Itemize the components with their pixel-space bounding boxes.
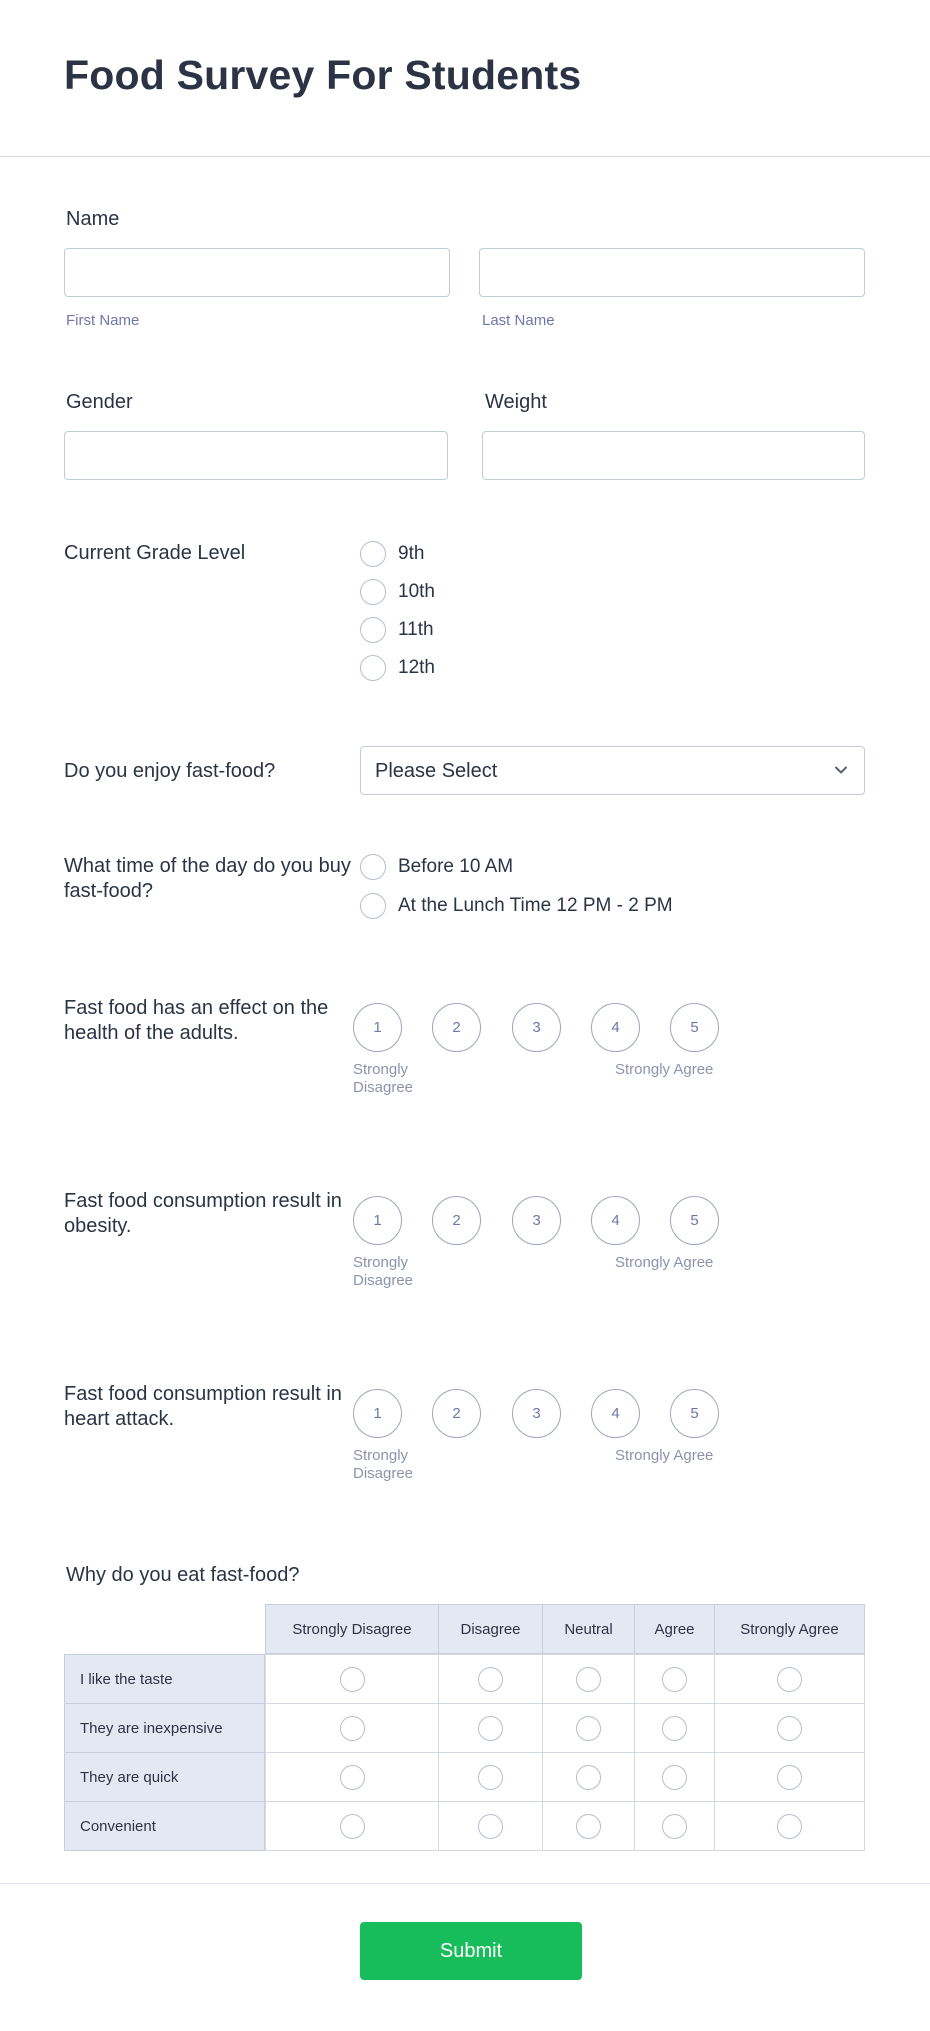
buy-time-option-before-10[interactable] xyxy=(360,854,513,880)
scale-option-1[interactable]: 1 xyxy=(353,1196,402,1245)
radio-button[interactable] xyxy=(360,655,386,681)
scale-max-label: Strongly Agree xyxy=(615,1061,714,1078)
gender-label: Gender xyxy=(66,391,133,413)
weight-label: Weight xyxy=(485,391,547,413)
scale-option-3[interactable]: 3 xyxy=(512,1389,561,1438)
radio-button[interactable] xyxy=(360,617,386,643)
radio-button[interactable] xyxy=(360,579,386,605)
matrix-cell xyxy=(634,1752,715,1802)
radio-button[interactable] xyxy=(662,1667,687,1692)
radio-button[interactable] xyxy=(340,1667,365,1692)
matrix-cell xyxy=(438,1703,543,1753)
matrix-cell xyxy=(542,1703,635,1753)
scale-option-2[interactable]: 2 xyxy=(432,1003,481,1052)
matrix-cell xyxy=(714,1752,865,1802)
weight-input[interactable] xyxy=(482,431,865,480)
radio-button[interactable] xyxy=(340,1814,365,1839)
scale-option-2[interactable]: 2 xyxy=(432,1389,481,1438)
radio-button[interactable] xyxy=(777,1814,802,1839)
chevron-down-icon xyxy=(834,763,848,777)
radio-button[interactable] xyxy=(777,1667,802,1692)
matrix-cell xyxy=(634,1703,715,1753)
footer-divider xyxy=(0,1883,930,1884)
radio-button[interactable] xyxy=(662,1765,687,1790)
radio-button[interactable] xyxy=(360,893,386,919)
gender-input[interactable] xyxy=(64,431,448,480)
scale-option-5[interactable]: 5 xyxy=(670,1389,719,1438)
scale-question-obesity: Fast food consumption result in obesity. xyxy=(64,1190,342,1237)
first-name-sublabel: First Name xyxy=(66,312,140,329)
matrix-cell xyxy=(542,1654,635,1704)
radio-button[interactable] xyxy=(576,1667,601,1692)
scale-option-1[interactable]: 1 xyxy=(353,1389,402,1438)
last-name-sublabel: Last Name xyxy=(482,312,555,329)
radio-button[interactable] xyxy=(777,1765,802,1790)
buy-time-option-label: Before 10 AM xyxy=(398,856,514,877)
matrix-column-header: Agree xyxy=(634,1604,715,1654)
scale-option-1[interactable]: 1 xyxy=(353,1003,402,1052)
matrix-cell xyxy=(634,1654,715,1704)
radio-button[interactable] xyxy=(662,1716,687,1741)
radio-button[interactable] xyxy=(662,1814,687,1839)
buy-time-option-lunch[interactable] xyxy=(360,893,673,919)
page-title: Food Survey For Students xyxy=(64,52,582,98)
buy-time-option-label: At the Lunch Time 12 PM - 2 PM xyxy=(398,895,673,916)
scale-max-label: Strongly Agree xyxy=(615,1254,714,1271)
grade-option-12th[interactable] xyxy=(360,655,435,681)
scale-option-5[interactable]: 5 xyxy=(670,1003,719,1052)
grade-option-11th[interactable] xyxy=(360,617,434,643)
name-label: Name xyxy=(66,208,120,230)
matrix-label: Why do you eat fast-food? xyxy=(66,1564,300,1586)
enjoy-fastfood-label: Do you enjoy fast-food? xyxy=(64,760,276,782)
scale-option-4[interactable]: 4 xyxy=(591,1389,640,1438)
first-name-input[interactable] xyxy=(64,248,450,297)
matrix-column-header: Neutral xyxy=(542,1604,635,1654)
buy-time-label: What time of the day do you buy fast-food? xyxy=(64,855,351,902)
matrix-table xyxy=(64,1604,865,1854)
grade-option-label: 9th xyxy=(398,543,425,564)
form-header xyxy=(0,0,930,157)
radio-button[interactable] xyxy=(576,1814,601,1839)
radio-button[interactable] xyxy=(576,1765,601,1790)
matrix-cell xyxy=(714,1703,865,1753)
radio-button[interactable] xyxy=(478,1716,503,1741)
matrix-cell xyxy=(438,1654,543,1704)
radio-button[interactable] xyxy=(777,1716,802,1741)
matrix-cell xyxy=(714,1654,865,1704)
matrix-cell xyxy=(265,1752,439,1802)
matrix-row-header: I like the taste xyxy=(64,1654,265,1704)
scale-question-heart-attack: Fast food consumption result in heart attack. xyxy=(64,1383,342,1430)
radio-button[interactable] xyxy=(576,1716,601,1741)
grade-level-label: Current Grade Level xyxy=(64,542,246,564)
matrix-cell xyxy=(265,1654,439,1704)
grade-option-label: 10th xyxy=(398,581,435,602)
grade-option-9th[interactable] xyxy=(360,541,424,567)
scale-option-2[interactable]: 2 xyxy=(432,1196,481,1245)
scale-option-3[interactable]: 3 xyxy=(512,1196,561,1245)
scale-question-health: Fast food has an effect on the health of the adults. xyxy=(64,997,329,1044)
scale-min-label: Strongly Disagree xyxy=(353,1254,414,1289)
grade-option-label: 11th xyxy=(398,619,434,640)
matrix-cell xyxy=(438,1801,543,1851)
matrix-cell xyxy=(438,1752,543,1802)
radio-button[interactable] xyxy=(478,1765,503,1790)
matrix-row-header: Convenient xyxy=(64,1801,265,1851)
matrix-column-header: Strongly Agree xyxy=(714,1604,865,1654)
grade-option-10th[interactable] xyxy=(360,579,435,605)
radio-button[interactable] xyxy=(340,1765,365,1790)
matrix-column-header: Disagree xyxy=(438,1604,543,1654)
matrix-cell xyxy=(265,1801,439,1851)
matrix-cell xyxy=(542,1752,635,1802)
enjoy-fastfood-select[interactable] xyxy=(360,746,865,795)
submit-button[interactable]: Submit xyxy=(360,1922,582,1980)
scale-max-label: Strongly Agree xyxy=(615,1447,714,1464)
matrix-cell xyxy=(634,1801,715,1851)
select-value: Please Select xyxy=(375,760,498,782)
scale-option-3[interactable]: 3 xyxy=(512,1003,561,1052)
matrix-cell xyxy=(714,1801,865,1851)
radio-button[interactable] xyxy=(360,854,386,880)
radio-button[interactable] xyxy=(478,1667,503,1692)
scale-min-label: Strongly Disagree xyxy=(353,1061,414,1096)
scale-option-4[interactable]: 4 xyxy=(591,1196,640,1245)
radio-button[interactable] xyxy=(478,1814,503,1839)
grade-option-label: 12th xyxy=(398,657,435,678)
last-name-input[interactable] xyxy=(479,248,865,297)
matrix-cell xyxy=(265,1703,439,1753)
radio-button[interactable] xyxy=(360,541,386,567)
scale-option-4[interactable]: 4 xyxy=(591,1003,640,1052)
scale-min-label: Strongly Disagree xyxy=(353,1447,414,1482)
matrix-row-header: They are inexpensive xyxy=(64,1703,265,1753)
matrix-row-header: They are quick xyxy=(64,1752,265,1802)
matrix-column-header: Strongly Disagree xyxy=(265,1604,439,1654)
radio-button[interactable] xyxy=(340,1716,365,1741)
scale-option-5[interactable]: 5 xyxy=(670,1196,719,1245)
matrix-cell xyxy=(542,1801,635,1851)
